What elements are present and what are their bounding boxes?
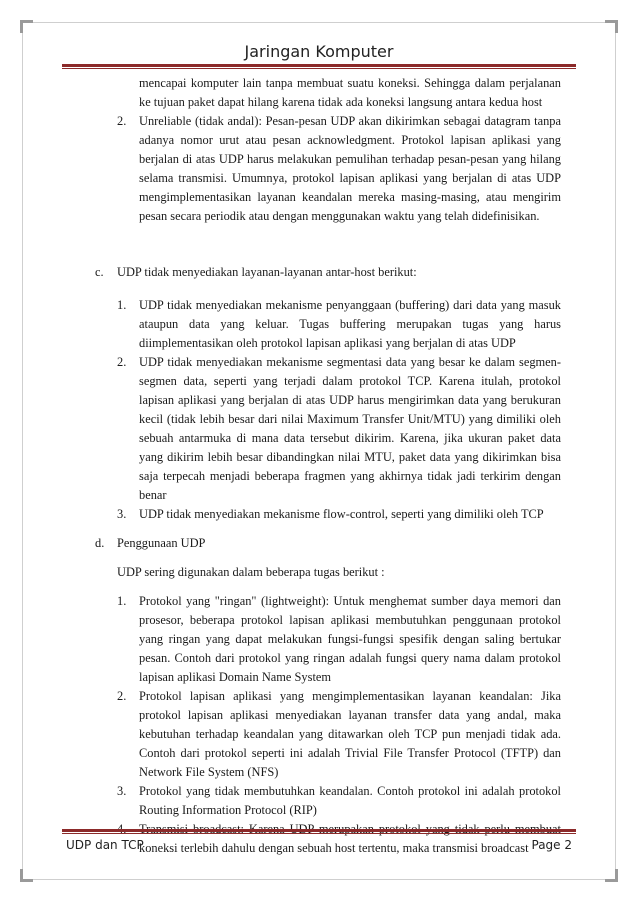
section-d-heading <box>95 534 561 553</box>
list-item-text: UDP tidak menyediakan mekanisme segmentasi data yang besar ke dalam segmen-segmen data, seperti yang terjadi dalam protokol TCP. Karena itulah, protokol lapisan aplikasi yang berjalan di atas UDP harus mengirimkan data yang berukuran kecil (tidak lebih besar dari nilai Maximum Transfer Unit/MTU) yang dimiliki oleh sebuah antarmuka di mana data tersebut dikirim. Karena, jika ukuran paket data yang dikirim lebih besar dibandingkan nilai MTU, paket data yang dikirimkan bisa saja terpecah menjadi beberapa fragmen yang akhirnya tidak jadi terkirim dengan benar <box>139 355 561 502</box>
section-c-heading <box>95 263 561 282</box>
header-rule <box>62 64 576 67</box>
list-number: 2. <box>117 355 127 369</box>
list-number: 3. <box>117 784 127 798</box>
list-item <box>95 782 561 820</box>
document-body <box>95 74 561 858</box>
list-c <box>95 296 561 524</box>
page-header-title: Jaringan Komputer <box>244 42 394 61</box>
list-item-text: Unreliable (tidak andal): Pesan-pesan UDP akan dikirimkan sebagai datagram tanpa adanya nomor urut atau pesan acknowledgment. Protokol lapisan aplikasi yang berjalan di atas UDP harus melakukan pemulihan terhadap pesan-pesan yang hilang selama transmisi. Umumnya, protokol lapisan aplikasi yang berjalan di atas UDP mengimplementasikan layanan keandalan mereka masing-masing, atau mengirim pesan secara periodik atau dengan menggunakan waktu yang telah didefinisikan. <box>139 114 561 223</box>
list-item <box>95 505 561 524</box>
list-item-text: Protokol yang "ringan" (lightweight): Untuk menghemat sumber daya memori dan prosesor, beberapa protokol lapisan aplikasi membutuhkan penggunaan protokol yang ringan yang dapat melakukan fungsi-fungsi spesifik dengan saling bertukar pesan. Contoh dari protokol yang ringan adalah fungsi query nama dalam protokol lapisan aplikasi Domain Name System <box>139 594 561 684</box>
list-item <box>95 112 561 226</box>
list-item <box>95 592 561 687</box>
section-letter: c. <box>95 265 104 279</box>
list-item-text: UDP tidak menyediakan mekanisme flow-control, seperti yang dimiliki oleh TCP <box>139 507 544 521</box>
section-heading-text: Penggunaan UDP <box>117 536 206 550</box>
corner-ornament <box>605 20 618 33</box>
list-item <box>95 296 561 353</box>
footer-rule-thin <box>62 833 576 834</box>
list-number: 1. <box>117 298 127 312</box>
corner-ornament <box>20 20 33 33</box>
list-number: 1. <box>117 594 127 608</box>
list-item <box>95 687 561 782</box>
list-number: 2. <box>117 114 127 128</box>
section-heading-text: UDP tidak menyediakan layanan-layanan antar-host berikut: <box>117 265 417 279</box>
list-item <box>95 353 561 505</box>
corner-ornament <box>20 869 33 882</box>
list-number: 2. <box>117 689 127 703</box>
list-item-text: UDP tidak menyediakan mekanisme penyanggaan (buffering) dari data yang masuk ataupun data yang keluar. Tugas buffering merupakan tugas yang harus diimplementasikan oleh protokol lapisan aplikasi yang berjalan di atas UDP <box>139 298 561 350</box>
list-b <box>95 112 561 226</box>
corner-ornament <box>605 869 618 882</box>
intro-continuation: mencapai komputer lain tanpa membuat suatu koneksi. Sehingga dalam perjalanan ke tujuan paket dapat hilang karena tidak ada koneksi langsung antara kedua host <box>139 76 561 109</box>
list-item <box>95 820 561 858</box>
section-letter: d. <box>95 536 105 550</box>
footer-page-number: Page 2 <box>531 838 572 852</box>
section-d-intro: UDP sering digunakan dalam beberapa tugas berikut : <box>117 565 385 579</box>
list-number: 3. <box>117 507 127 521</box>
footer-chapter-title: UDP dan TCP <box>66 838 144 852</box>
header-rule-thin <box>62 68 576 69</box>
list-d <box>95 592 561 858</box>
list-item-text: Protokol yang tidak membutuhkan keandalan. Contoh protokol ini adalah protokol Routing Information Protocol (RIP) <box>139 784 561 817</box>
list-item-text: koneksi terlebih dahulu dengan sebuah host tertentu, maka transmisi broadcast <box>139 841 529 855</box>
footer-rule <box>62 829 576 832</box>
list-item-text: Protokol lapisan aplikasi yang mengimplementasikan layanan keandalan: Jika protokol lapisan aplikasi menyediakan layanan transfer data yang andal, maka kebutuhan terhadap keandalan yang ditawarkan oleh TCP pun menjadi tidak ada. Contoh dari protokol seperti ini adalah Trivial File Transfer Protocol (TFTP) dan Network File System (NFS) <box>139 689 561 779</box>
